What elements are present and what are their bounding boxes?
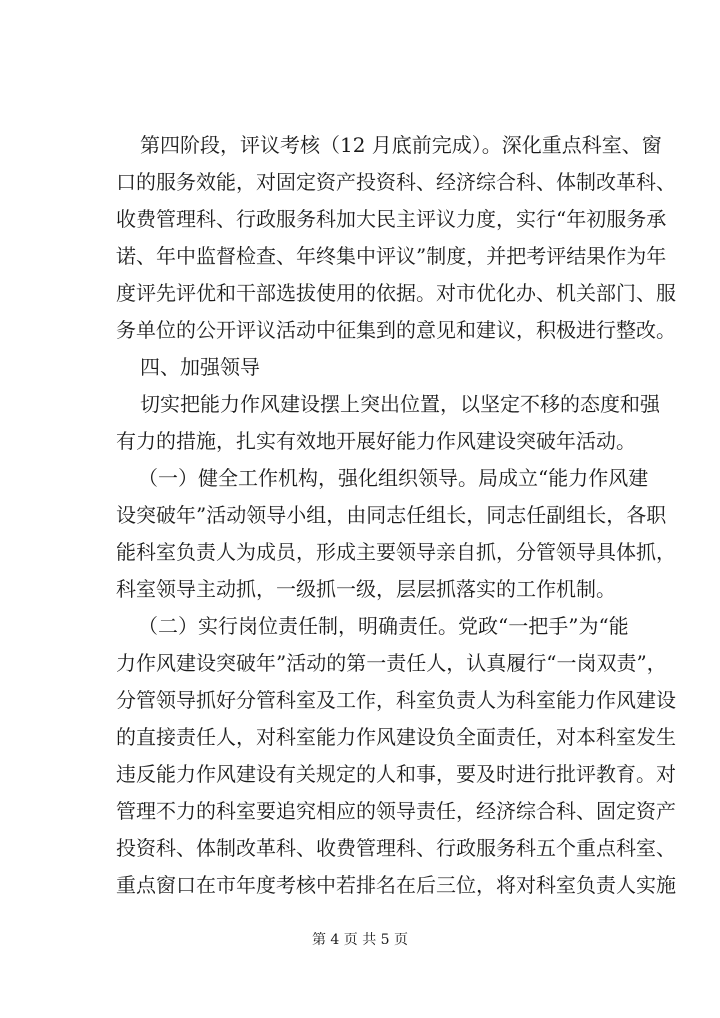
paragraph-line: 的直接责任人，对科室能力作风建设负全面责任，对本科室发生 [116, 725, 676, 749]
paragraph-line: 投资科、体制改革科、收费管理科、行政服务科五个重点科室、 [116, 836, 676, 860]
paragraph-line: 分管领导抓好分管科室及工作，科室负责人为科室能力作风建设 [116, 688, 676, 712]
paragraph-line: 口的服务效能，对固定资产投资科、经济综合科、体制改革科、 [116, 170, 676, 194]
paragraph-line: 度评先评优和干部选拔使用的依据。对市优化办、机关部门、服 [116, 281, 676, 305]
paragraph-line: 管理不力的科室要追究相应的领导责任，经济综合科、固定资产 [116, 799, 676, 823]
paragraph-line: 务单位的公开评议活动中征集到的意见和建议，积极进行整改。 [116, 318, 676, 342]
paragraph-line: 设突破年”活动领导小组，由同志任组长，同志任副组长，各职 [116, 503, 667, 527]
paragraph-line: 有力的措施，扎实有效地开展好能力作风建设突破年活动。 [116, 429, 636, 453]
paragraph-line: 科室领导主动抓，一级抓一级，层层抓落实的工作机制。 [116, 577, 616, 601]
paragraph-line: 重点窗口在市年度考核中若排名在后三位，将对科室负责人实施 [116, 873, 676, 897]
document-body [116, 127, 676, 904]
paragraph-line: 收费管理科、行政服务科加大民主评议力度，实行“年初服务承 [116, 207, 667, 231]
page-footer [0, 930, 720, 950]
paragraph-line: 违反能力作风建设有关规定的人和事，要及时进行批评教育。对 [116, 762, 676, 786]
paragraph-line: 力作风建设突破年”活动的第一责任人，认真履行“一岗双责”， [116, 651, 667, 675]
paragraph-line: 诺、年中监督检查、年终集中评议”制度，并把考评结果作为年 [116, 244, 667, 268]
paragraph-line: 第四阶段，评议考核（12 月底前完成）。深化重点科室、窗 [140, 133, 662, 157]
page-number: 第 4 页 共 5 页 [311, 932, 409, 948]
paragraph-line: （一）健全工作机构，强化组织领导。局成立“能力作风建 [138, 466, 649, 490]
paragraph-line: （二）实行岗位责任制，明确责任。党政“一把手”为“能 [138, 614, 629, 638]
paragraph-line: 切实把能力作风建设摆上突出位置，以坚定不移的态度和强 [140, 392, 660, 416]
section-heading: 四、加强领导 [140, 355, 260, 379]
paragraph-line: 能科室负责人为成员，形成主要领导亲自抓，分管领导具体抓， [116, 540, 676, 564]
